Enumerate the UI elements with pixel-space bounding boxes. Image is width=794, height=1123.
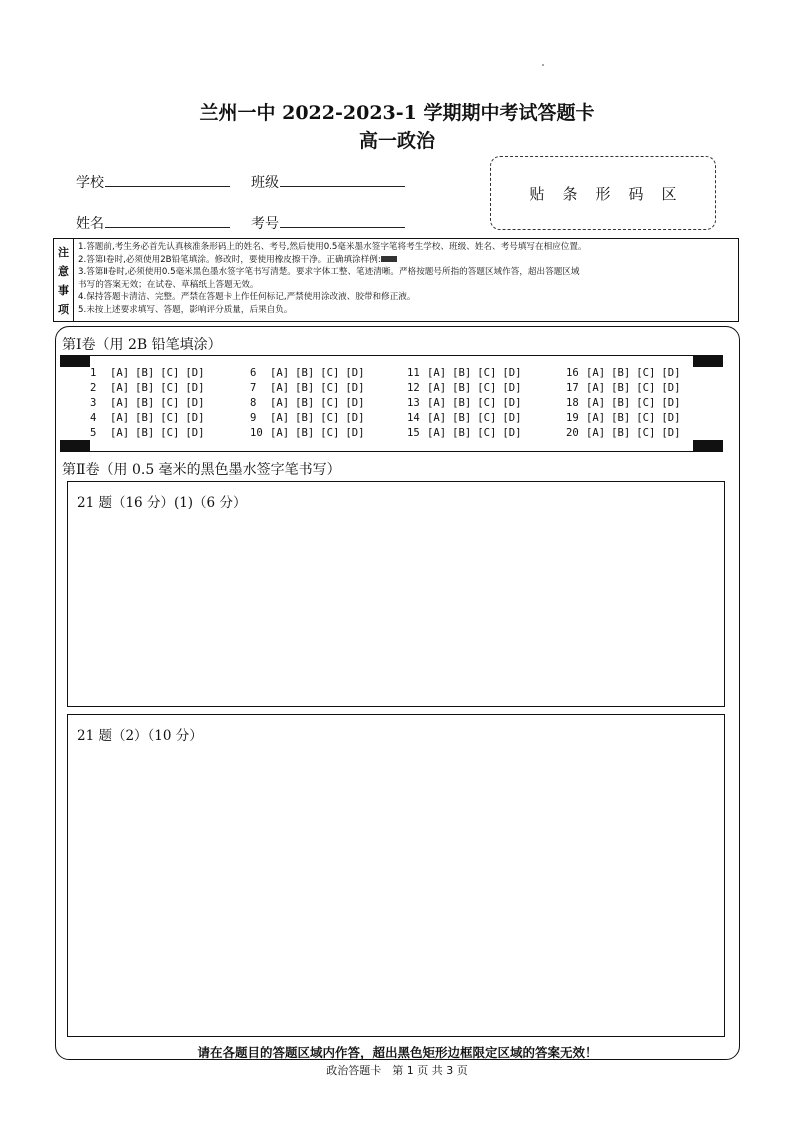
answer-bubble[interactable]: [C] xyxy=(636,427,656,439)
answer-bubble[interactable]: [C] xyxy=(477,412,497,424)
mc-question-row xyxy=(566,396,687,411)
answer-bubble[interactable]: [C] xyxy=(636,397,656,409)
answer-bubble[interactable]: [C] xyxy=(477,367,497,379)
answer-bubble[interactable]: [D] xyxy=(345,367,365,379)
answer-bubble[interactable]: [B] xyxy=(452,367,472,379)
answer-bubble[interactable]: [A] xyxy=(270,382,290,394)
answer-bubble[interactable]: [D] xyxy=(345,412,365,424)
answer-bubble[interactable]: [D] xyxy=(185,412,205,424)
mc-question-row xyxy=(566,366,687,381)
answer-area-q21-2[interactable] xyxy=(67,714,725,1037)
answer-bubble[interactable]: [A] xyxy=(427,412,447,424)
answer-bubble[interactable]: [A] xyxy=(270,427,290,439)
answer-bubble[interactable]: [B] xyxy=(452,397,472,409)
alignment-mark xyxy=(60,440,90,451)
question-title: 21 题（2）（10 分） xyxy=(77,728,203,744)
answer-bubble[interactable]: [D] xyxy=(661,412,681,424)
notice-heading-char: 项 xyxy=(58,302,69,316)
question-number: 13 xyxy=(407,397,420,409)
mc-question-row xyxy=(90,381,211,396)
answer-bubble[interactable]: [B] xyxy=(611,427,631,439)
mc-question-row xyxy=(566,426,687,441)
mc-question-row xyxy=(566,381,687,396)
answer-bubble[interactable]: [B] xyxy=(611,382,631,394)
multiple-choice-block xyxy=(60,355,723,452)
answer-bubble[interactable]: [A] xyxy=(270,367,290,379)
page-title: 兰州一中 2022-2023-1 学期期中考试答题卡 xyxy=(199,102,595,124)
answer-bubble[interactable]: [B] xyxy=(611,397,631,409)
mc-question-row xyxy=(90,426,211,441)
notice-heading-char: 注 xyxy=(58,245,69,259)
question-number: 10 xyxy=(250,427,263,439)
mc-column xyxy=(566,366,687,441)
answer-bubble[interactable]: [B] xyxy=(295,427,315,439)
mc-question-row xyxy=(250,426,371,441)
notice-heading xyxy=(54,239,74,321)
mc-question-row xyxy=(407,411,528,426)
answer-bubble[interactable]: [C] xyxy=(160,427,180,439)
answer-bubble[interactable]: [D] xyxy=(661,397,681,409)
notice-item: 5.未按上述要求填写、答题，影响评分质量，后果自负。 xyxy=(78,304,293,315)
answer-bubble[interactable]: [B] xyxy=(611,412,631,424)
school-field[interactable] xyxy=(105,172,230,187)
answer-bubble[interactable]: [B] xyxy=(611,367,631,379)
question-title: 21 题（16 分）(1)（6 分） xyxy=(77,495,247,511)
question-number: 12 xyxy=(407,382,420,394)
mc-column xyxy=(407,366,528,441)
answer-bubble[interactable]: [B] xyxy=(135,382,155,394)
notice-box xyxy=(53,238,739,322)
answer-bubble[interactable]: [A] xyxy=(427,382,447,394)
question-number: 8 xyxy=(250,397,257,409)
page-footer: 政治答题卡 第 1 页 共 3 页 xyxy=(326,1064,468,1077)
question-number: 17 xyxy=(566,382,579,394)
alignment-mark xyxy=(693,440,723,451)
question-number: 15 xyxy=(407,427,420,439)
bottom-warning: 请在各题目的答题区域内作答，超出黑色矩形边框限定区域的答案无效！ xyxy=(197,1045,598,1060)
mc-question-row xyxy=(90,411,211,426)
answer-bubble[interactable]: [A] xyxy=(270,412,290,424)
question-number: 6 xyxy=(250,367,257,379)
question-number: 3 xyxy=(90,397,97,409)
answer-bubble[interactable]: [B] xyxy=(295,397,315,409)
exam-no-label: 考号 xyxy=(251,216,279,232)
answer-bubble[interactable]: [C] xyxy=(636,412,656,424)
answer-bubble[interactable]: [C] xyxy=(477,397,497,409)
answer-bubble[interactable]: [D] xyxy=(345,397,365,409)
mc-column xyxy=(250,366,371,441)
class-field[interactable] xyxy=(280,172,405,187)
answer-bubble[interactable]: [A] xyxy=(110,367,130,379)
answer-bubble[interactable]: [A] xyxy=(110,427,130,439)
answer-bubble[interactable]: [D] xyxy=(502,412,522,424)
answer-bubble[interactable]: [D] xyxy=(502,382,522,394)
answer-bubble[interactable]: [D] xyxy=(502,427,522,439)
mc-question-row xyxy=(90,366,211,381)
answer-bubble[interactable]: [C] xyxy=(320,367,340,379)
notice-heading-char: 事 xyxy=(58,283,69,297)
answer-bubble[interactable]: [B] xyxy=(452,427,472,439)
answer-bubble[interactable]: [B] xyxy=(295,382,315,394)
answer-bubble[interactable]: [C] xyxy=(320,382,340,394)
exam-no-field[interactable] xyxy=(280,213,405,228)
question-number: 2 xyxy=(90,382,97,394)
answer-bubble[interactable]: [A] xyxy=(110,382,130,394)
answer-bubble[interactable]: [B] xyxy=(135,412,155,424)
answer-bubble[interactable]: [B] xyxy=(452,412,472,424)
question-number: 9 xyxy=(250,412,257,424)
answer-bubble[interactable]: [B] xyxy=(295,367,315,379)
question-number: 5 xyxy=(90,427,97,439)
answer-bubble[interactable]: [A] xyxy=(586,382,606,394)
answer-bubble[interactable]: [B] xyxy=(295,412,315,424)
answer-bubble[interactable]: [C] xyxy=(160,382,180,394)
answer-bubble[interactable]: [C] xyxy=(320,427,340,439)
answer-bubble[interactable]: [D] xyxy=(185,427,205,439)
question-number: 11 xyxy=(407,367,420,379)
answer-bubble[interactable]: [A] xyxy=(270,397,290,409)
mc-question-row xyxy=(407,381,528,396)
mc-question-row xyxy=(407,426,528,441)
question-number: 4 xyxy=(90,412,97,424)
alignment-mark xyxy=(60,356,90,367)
answer-bubble[interactable]: [D] xyxy=(502,397,522,409)
name-label: 姓名 xyxy=(76,216,104,232)
answer-bubble[interactable]: [A] xyxy=(427,367,447,379)
filled-sample-icon xyxy=(381,256,397,262)
notice-item: 3.答第Ⅱ卷时,必须使用0.5毫米黑色墨水签字笔书写清楚。要求字体工整、笔迹清晰。严格按题号所指的答题区域作答，超出答题区域 xyxy=(78,267,580,278)
answer-bubble[interactable]: [B] xyxy=(135,367,155,379)
answer-bubble[interactable]: [C] xyxy=(320,397,340,409)
answer-bubble[interactable]: [B] xyxy=(135,397,155,409)
question-number: 19 xyxy=(566,412,579,424)
notice-item-with-sample xyxy=(78,254,734,267)
answer-area-q21-1[interactable] xyxy=(67,481,725,707)
question-number: 20 xyxy=(566,427,579,439)
answer-bubble[interactable]: [A] xyxy=(586,412,606,424)
stray-dot xyxy=(542,64,544,66)
answer-bubble[interactable]: [D] xyxy=(345,382,365,394)
answer-bubble[interactable]: [D] xyxy=(345,427,365,439)
answer-bubble[interactable]: [C] xyxy=(477,382,497,394)
answer-bubble[interactable]: [A] xyxy=(110,412,130,424)
answer-bubble[interactable]: [C] xyxy=(636,382,656,394)
mc-question-row xyxy=(250,411,371,426)
mc-question-row xyxy=(250,396,371,411)
mc-question-row xyxy=(407,396,528,411)
answer-bubble[interactable]: [D] xyxy=(661,382,681,394)
name-field[interactable] xyxy=(105,213,230,228)
question-number: 16 xyxy=(566,367,579,379)
answer-bubble[interactable]: [D] xyxy=(661,367,681,379)
question-number: 14 xyxy=(407,412,420,424)
answer-bubble[interactable]: [A] xyxy=(427,427,447,439)
answer-bubble[interactable]: [A] xyxy=(110,397,130,409)
answer-bubble[interactable]: [C] xyxy=(320,412,340,424)
answer-bubble[interactable]: [D] xyxy=(185,367,205,379)
notice-body xyxy=(74,239,738,321)
notice-heading-char: 意 xyxy=(58,264,69,278)
answer-bubble[interactable]: [C] xyxy=(160,367,180,379)
answer-bubble[interactable]: [C] xyxy=(160,397,180,409)
answer-bubble[interactable]: [A] xyxy=(586,367,606,379)
alignment-mark xyxy=(693,356,723,367)
answer-bubble[interactable]: [A] xyxy=(427,397,447,409)
answer-bubble[interactable]: [C] xyxy=(160,412,180,424)
mc-question-row xyxy=(566,411,687,426)
section1-label: 第Ⅰ卷（用 2B 铅笔填涂） xyxy=(62,337,222,353)
school-label: 学校 xyxy=(76,175,104,191)
question-number: 1 xyxy=(90,367,97,379)
section2-label: 第Ⅱ卷（用 0.5 毫米的黑色墨水签字笔书写） xyxy=(62,462,341,478)
answer-bubble[interactable]: [C] xyxy=(477,427,497,439)
question-number: 7 xyxy=(250,382,257,394)
mc-question-row xyxy=(250,381,371,396)
notice-item: 书写的答案无效；在试卷、草稿纸上答题无效。 xyxy=(78,279,259,290)
barcode-area xyxy=(490,156,716,230)
answer-bubble[interactable]: [D] xyxy=(502,367,522,379)
mc-question-row xyxy=(90,396,211,411)
mc-column xyxy=(90,366,211,441)
answer-bubble[interactable]: [B] xyxy=(452,382,472,394)
answer-bubble[interactable]: [D] xyxy=(185,382,205,394)
question-number: 18 xyxy=(566,397,579,409)
answer-bubble[interactable]: [A] xyxy=(586,397,606,409)
answer-bubble[interactable]: [C] xyxy=(636,367,656,379)
class-label: 班级 xyxy=(251,175,279,191)
barcode-area-label: 贴条形码区 xyxy=(529,184,695,203)
answer-bubble[interactable]: [D] xyxy=(185,397,205,409)
answer-bubble[interactable]: [D] xyxy=(661,427,681,439)
notice-item: 4.保持答题卡清洁、完整。严禁在答题卡上作任何标记,严禁使用涂改液、胶带和修正液。 xyxy=(78,292,416,303)
answer-bubble[interactable]: [A] xyxy=(586,427,606,439)
answer-bubble[interactable]: [B] xyxy=(135,427,155,439)
mc-question-row xyxy=(250,366,371,381)
notice-item: 2.答第Ⅰ卷时,必须使用2B铅笔填涂。修改时，要使用橡皮擦干净。正确填涂样例: xyxy=(78,254,381,265)
notice-item: 1.答题前,考生务必首先认真核准条形码上的姓名、考号,然后使用0.5毫米墨水签字笔将考生学校、班级、姓名、考号填写在相应位置。 xyxy=(78,242,587,252)
page-subtitle: 高一政治 xyxy=(358,130,435,152)
mc-question-row xyxy=(407,366,528,381)
